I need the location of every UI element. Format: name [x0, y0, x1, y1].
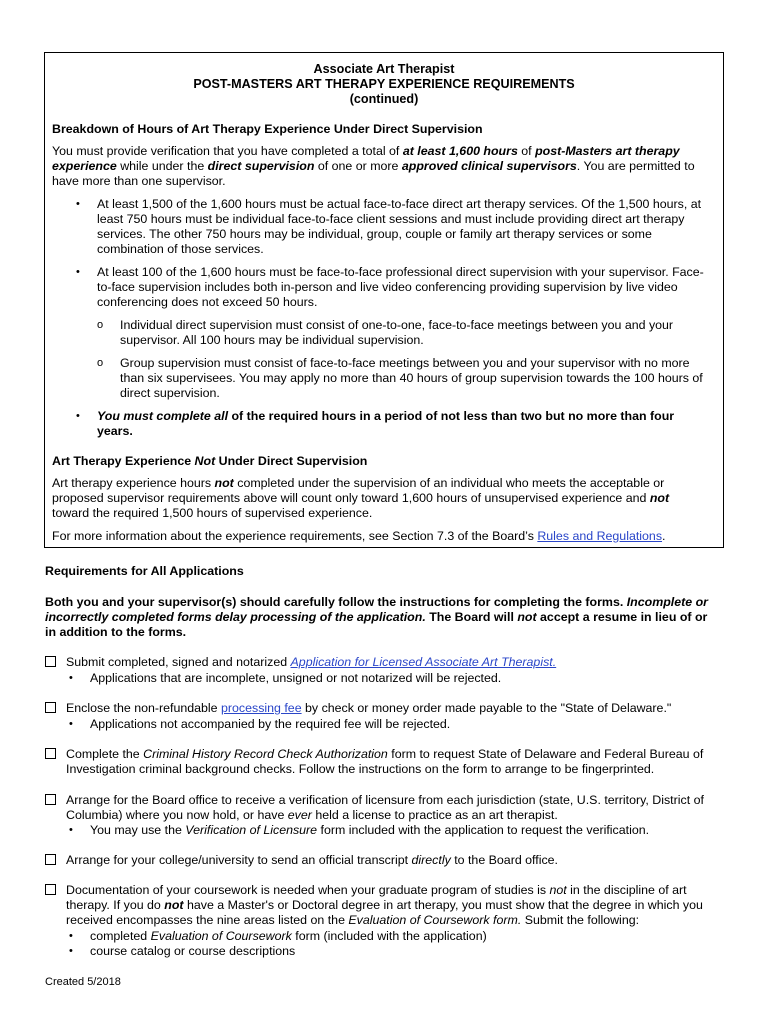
requirements-heading: Requirements for All Applications [45, 564, 244, 578]
header-subtitle: POST-MASTERS ART THERAPY EXPERIENCE REQUIREMENTS [193, 77, 575, 91]
item-transcript-line: Arrange for your college/university to send an official transcript directly to the Board office. [66, 853, 558, 867]
breakdown-heading: Breakdown of Hours of Art Therapy Experience Under Direct Supervision [52, 122, 483, 136]
bullet-icon: • [69, 930, 73, 942]
item-application-sub: Applications that are incomplete, unsigned or not notarized will be rejected. [90, 671, 502, 685]
item-licensure-line-2: Columbia) where you now hold, or have ever held a license to practice as an art therapist. [66, 808, 558, 822]
more-info-line: For more information about the experience requirements, see Section 7.3 of the Board’s Rules and Regulations. [52, 529, 666, 543]
bullet-icon: • [76, 198, 80, 210]
checkbox-coursework[interactable] [45, 884, 56, 895]
checkbox-processing-fee[interactable] [45, 702, 56, 713]
item-criminal-line-2: Investigation criminal background checks. Follow the instructions on the form to arrange to be fingerprinted. [66, 762, 655, 776]
item-fee-line: Enclose the non-refundable processing fee by check or money order made payable to the "State of Delaware." [66, 701, 672, 715]
bullet-icon: • [76, 266, 80, 278]
header-title: Associate Art Therapist [313, 62, 455, 76]
not-direct-line-2: proposed supervisor requirements above will count only toward 1,600 hours of unsupervised experience and not [52, 491, 670, 505]
breakdown-intro-line-1: You must provide verification that you have completed a total of at least 1,600 hours of post-Masters art therapy [52, 144, 680, 158]
item-criminal-line-1: Complete the Criminal History Record Check Authorization form to request State of Delaware and Federal Bureau of [66, 747, 704, 761]
bullet-3-line-1: You must complete all of the required hours in a period of not less than two but no more than four [97, 409, 675, 423]
not-direct-line-3: toward the required 1,500 hours of supervised experience. [52, 506, 373, 520]
item-coursework-line-1: Documentation of your coursework is needed when your graduate program of studies is not in the discipline of art [66, 883, 687, 897]
requirements-warning-line-3: in addition to the forms. [45, 625, 187, 639]
bullet-2-line-2: to-face supervision includes both in-person and live video conferencing providing supervision by live video [97, 280, 678, 294]
item-application-line: Submit completed, signed and notarized Application for Licensed Associate Art Therapist. [66, 655, 557, 669]
sub-bullet-2-line-2: than six supervisees. You may apply no more than 40 hours of group supervision towards the 100 hours of [120, 371, 703, 385]
processing-fee-link[interactable]: processing fee [221, 701, 302, 715]
item-coursework-sub-1: completed Evaluation of Coursework form (included with the application) [90, 929, 487, 943]
sub-bullet-2-line-3: direct supervision. [120, 386, 220, 400]
item-licensure-line-1: Arrange for the Board office to receive a verification of licensure from each jurisdiction (state, U.S. territory, District of [66, 793, 704, 807]
breakdown-intro-line-2: experience while under the direct supervision of one or more approved clinical supervisors. You are permitted to [52, 159, 695, 173]
bullet-1-line-1: At least 1,500 of the 1,600 hours must be actual face-to-face direct art therapy services. Of the 1,500 hours, at [97, 197, 702, 211]
checkbox-application[interactable] [45, 656, 56, 667]
bullet-3-line-2: years. [97, 424, 133, 438]
requirements-warning-line-2: incorrectly completed forms delay processing of the application. The Board will not accept a resume in lieu of or [45, 610, 708, 624]
not-direct-line-1: Art therapy experience hours not completed under the supervision of an individual who meets the acceptable or [52, 476, 665, 490]
item-fee-sub: Applications not accompanied by the required fee will be rejected. [90, 717, 451, 731]
rules-regulations-link[interactable]: Rules and Regulations [537, 529, 663, 543]
sub-bullet-icon: o [97, 357, 104, 369]
sub-bullet-2-line-1: Group supervision must consist of face-to-face meetings between you and your supervisor with no more [120, 356, 690, 370]
checkbox-criminal-history[interactable] [45, 748, 56, 759]
sub-bullet-icon: o [97, 319, 104, 331]
not-direct-heading: Art Therapy Experience Not Under Direct Supervision [52, 454, 368, 468]
item-coursework-line-2: therapy. If you do not have a Master's or Doctoral degree in art therapy, you must show that the degree in which you [66, 898, 703, 912]
bullet-icon: • [69, 945, 73, 957]
bullet-2-line-1: At least 100 of the 1,600 hours must be face-to-face professional direct supervision with your supervisor. Face- [97, 265, 704, 279]
item-coursework-sub-2: course catalog or course descriptions [90, 944, 296, 958]
bullet-icon: • [76, 410, 80, 422]
bullet-1-line-3: services. The other 750 hours may be individual, group, couple or family art therapy services or some [97, 227, 652, 241]
bullet-1-line-2: least 750 hours must be individual face-to-face client sessions and must include providing direct art therapy [97, 212, 685, 226]
bullet-icon: • [69, 672, 73, 684]
checkbox-licensure-verification[interactable] [45, 794, 56, 805]
footer-created-date: Created 5/2018 [45, 976, 121, 988]
item-licensure-sub: You may use the Verification of Licensure form included with the application to request the verification. [90, 823, 650, 837]
item-coursework-line-3: received encompasses the nine areas listed on the Evaluation of Coursework form. Submit the following: [66, 913, 640, 927]
requirements-warning-line-1: Both you and your supervisor(s) should carefully follow the instructions for completing the forms. Incomplete or [45, 595, 708, 609]
bullet-icon: • [69, 718, 73, 730]
checkbox-transcript[interactable] [45, 854, 56, 865]
sub-bullet-1-line-2: supervisor. All 100 hours may be individual supervision. [120, 333, 424, 347]
sub-bullet-1-line-1: Individual direct supervision must consist of one-to-one, face-to-face meetings between you and your [120, 318, 674, 332]
application-link[interactable]: Application for Licensed Associate Art Therapist. [290, 655, 557, 669]
breakdown-intro-line-3: have more than one supervisor. [52, 174, 226, 188]
bullet-1-line-4: combination of those services. [97, 242, 264, 256]
bullet-icon: • [69, 824, 73, 836]
bullet-2-line-3: conferencing does not exceed 50 hours. [97, 295, 318, 309]
header-continued: (continued) [349, 92, 419, 106]
